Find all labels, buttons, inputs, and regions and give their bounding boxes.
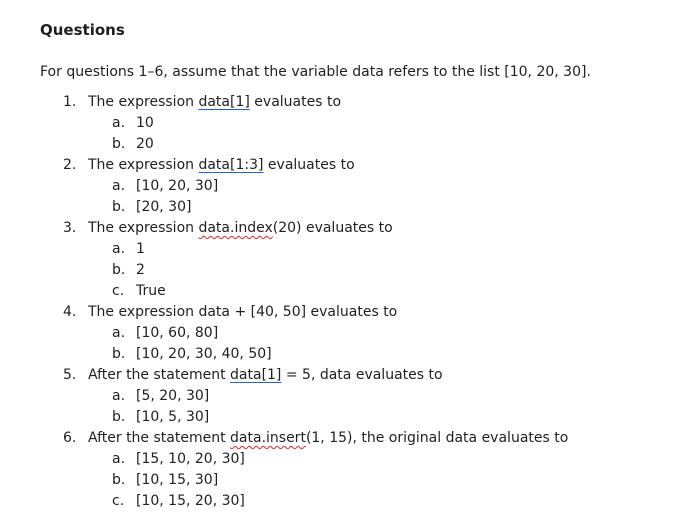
option-letter: b. <box>112 472 126 488</box>
question-text-pre: After the statement <box>88 367 231 383</box>
option-text: [10, 15, 30] <box>136 472 219 488</box>
question-text <box>88 304 397 320</box>
option-letter: b. <box>112 409 126 425</box>
option-letter: a. <box>112 451 126 467</box>
option-item <box>40 197 670 218</box>
question-item <box>40 218 670 302</box>
question-number: 4. <box>63 304 77 320</box>
option-item <box>40 239 670 260</box>
question-text <box>88 94 341 110</box>
option-item <box>40 260 670 281</box>
option-letter: a. <box>112 241 126 257</box>
option-item <box>40 134 670 155</box>
question-text <box>88 367 443 383</box>
document-body <box>40 18 670 514</box>
option-item <box>40 386 670 407</box>
option-item <box>40 344 670 365</box>
option-item <box>40 491 670 512</box>
code-snippet: data[1] <box>198 94 250 110</box>
option-item <box>40 407 670 428</box>
question-text-post: evaluates to <box>249 94 342 110</box>
intro-paragraph: For questions 1–6, assume that the variable data refers to the list [10, 20, 30]. <box>40 64 591 80</box>
question-number: 3. <box>63 220 77 236</box>
option-letter: b. <box>112 262 126 278</box>
option-letter: b. <box>112 199 126 215</box>
option-text: 20 <box>136 136 154 152</box>
option-letter: c. <box>112 283 125 299</box>
option-list <box>88 386 670 428</box>
code-snippet: data[1] <box>230 367 282 383</box>
question-text-pre: The expression data + [40, 50] evaluates to <box>88 304 398 320</box>
question-text <box>88 157 355 173</box>
question-number: 5. <box>63 367 77 383</box>
question-text <box>88 220 393 236</box>
code-snippet-misspelled: data.index <box>198 220 273 236</box>
code-snippet: data[1:3] <box>198 157 264 173</box>
option-item <box>40 470 670 491</box>
question-item <box>40 302 670 365</box>
option-text: True <box>136 283 166 299</box>
option-text: [10, 20, 30, 40, 50] <box>136 346 272 362</box>
option-text: 10 <box>136 115 154 131</box>
question-item <box>40 92 670 155</box>
code-snippet-misspelled: data.insert <box>230 430 306 446</box>
question-text-post: (20) evaluates to <box>272 220 393 236</box>
option-letter: c. <box>112 493 125 509</box>
question-text-post: = 5, data evaluates to <box>281 367 443 383</box>
option-item <box>40 113 670 134</box>
option-item <box>40 281 670 302</box>
option-letter: a. <box>112 115 126 131</box>
question-item <box>40 365 670 428</box>
option-list <box>88 323 670 365</box>
option-letter: a. <box>112 325 126 341</box>
option-list <box>88 239 670 302</box>
option-text: 2 <box>136 262 145 278</box>
option-list <box>88 176 670 218</box>
question-text-post: evaluates to <box>263 157 355 173</box>
option-list <box>88 113 670 155</box>
question-text <box>88 430 568 446</box>
option-letter: b. <box>112 346 126 362</box>
option-letter: a. <box>112 178 126 194</box>
option-text: [15, 10, 20, 30] <box>136 451 245 467</box>
question-item <box>40 155 670 218</box>
option-item <box>40 176 670 197</box>
question-text-post: (1, 15), the original data evaluates to <box>305 430 569 446</box>
option-letter: a. <box>112 388 126 404</box>
question-number: 1. <box>63 94 77 110</box>
option-text: [10, 20, 30] <box>136 178 219 194</box>
option-text: [10, 5, 30] <box>136 409 210 425</box>
option-text: 1 <box>136 241 145 257</box>
option-text: [5, 20, 30] <box>136 388 210 404</box>
option-text: [10, 15, 20, 30] <box>136 493 245 509</box>
option-item <box>40 449 670 470</box>
option-letter: b. <box>112 136 126 152</box>
question-number: 6. <box>63 430 77 446</box>
question-text-pre: The expression <box>88 220 199 236</box>
option-text: [10, 60, 80] <box>136 325 219 341</box>
option-text: [20, 30] <box>136 199 192 215</box>
question-text-pre: After the statement <box>88 430 231 446</box>
option-list <box>88 449 670 512</box>
question-item <box>40 428 670 512</box>
question-list <box>40 92 670 512</box>
question-text-pre: The expression <box>88 157 199 173</box>
question-number: 2. <box>63 157 77 173</box>
option-item <box>40 323 670 344</box>
question-text-pre: The expression <box>88 94 199 110</box>
section-heading: Questions <box>40 21 125 39</box>
